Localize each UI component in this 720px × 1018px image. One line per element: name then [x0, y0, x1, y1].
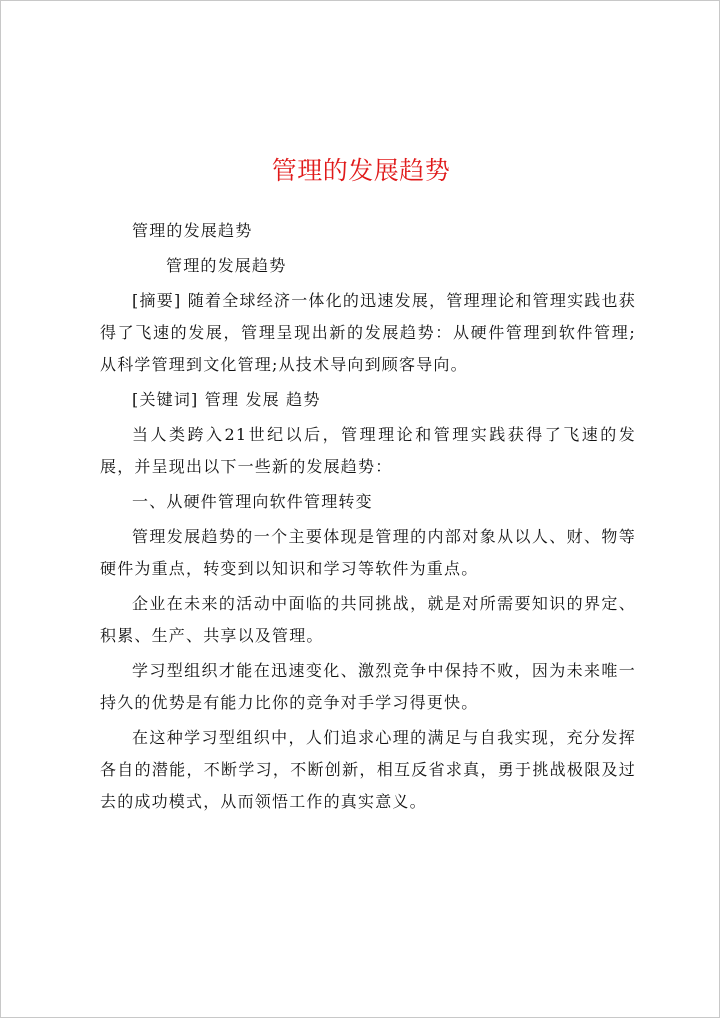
subtitle-line: 管理的发展趋势 — [132, 221, 253, 240]
keywords-paragraph: [关键词] 管理 发展 趋势 — [132, 390, 321, 409]
document-title: 管理的发展趋势 — [271, 156, 451, 185]
intro-paragraph: 当人类跨入21世纪以后，管理理论和管理实践获得了飞速的发展，并呈现出以下一些新的发展趋势： — [100, 425, 636, 476]
body-paragraph: 管理发展趋势的一个主要体现是管理的内部对象从以人、财、物等硬件为重点，转变到以知识和学习等软件为重点。 — [100, 527, 636, 578]
subtitle-line-indented: 管理的发展趋势 — [166, 256, 287, 275]
section-heading: 一、从硬件管理向软件管理转变 — [132, 492, 373, 511]
abstract-paragraph: [摘要] 随着全球经济一体化的迅速发展，管理理论和管理实践也获得了飞速的发展，管理呈现出新的发展趋势：从硬件管理到软件管理;从科学管理到文化管理;从技术导向到顾客导向。 — [100, 291, 636, 374]
body-paragraph: 学习型组织才能在迅速变化、激烈竞争中保持不败，因为未来唯一持久的优势是有能力比你的竞争对手学习得更快。 — [100, 661, 636, 712]
body-paragraph: 企业在未来的活动中面临的共同挑战，就是对所需要知识的界定、积累、生产、共享以及管理。 — [100, 594, 636, 645]
document-body — [100, 215, 636, 821]
body-paragraph: 在这种学习型组织中，人们追求心理的满足与自我实现，充分发挥各自的潜能，不断学习，不断创新，相互反省求真，勇于挑战极限及过去的成功模式，从而领悟工作的真实意义。 — [100, 728, 636, 811]
